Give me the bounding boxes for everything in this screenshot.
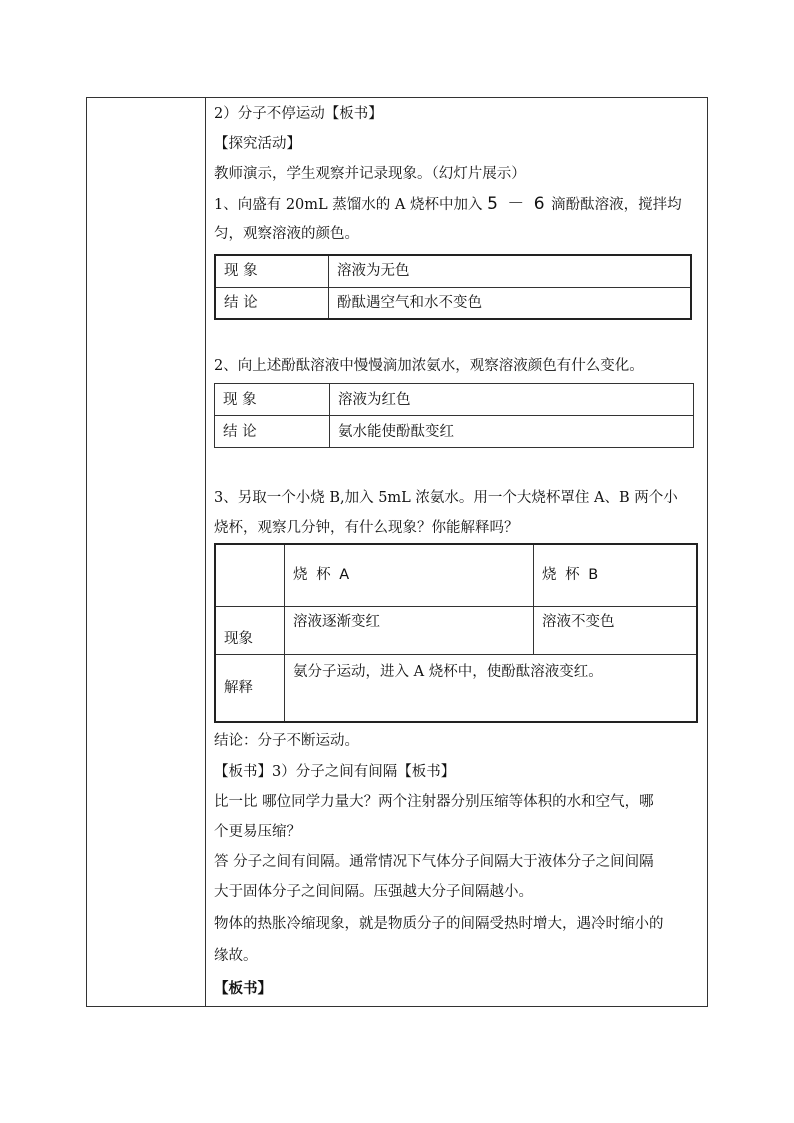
- board-label-final: 【板书】: [214, 980, 272, 997]
- step1-drop-count: 5 － 6: [487, 194, 547, 214]
- row-label: 现 象: [215, 384, 330, 416]
- beaker-comparison-table: [214, 543, 698, 723]
- row-value: 氨水能使酚酞变红: [330, 416, 694, 448]
- beaker-a-phenomenon: 溶液逐渐变红: [285, 606, 534, 654]
- explore-activity-label: 【探究活动】: [214, 136, 301, 152]
- row-label: 结 论: [215, 416, 330, 448]
- explanation-label: 解释: [215, 654, 285, 722]
- teacher-demo-text: 教师演示，学生观察并记录现象。（幻灯片展示）: [214, 166, 526, 182]
- conclusion-text: 结论：分子不断运动。: [214, 733, 359, 749]
- step3-line2: 烧杯，观察几分钟，有什么现象？你能解释吗？: [214, 520, 519, 536]
- thermal-line2: 缘故。: [214, 948, 258, 964]
- row-label: 结 论: [215, 287, 329, 319]
- answer-line2: 大于固体分子之间间隔。压强越大分子间隔越小。: [214, 884, 533, 900]
- heading-molecules-moving: 2）分子不停运动【板书】: [214, 106, 383, 122]
- table-row: [215, 255, 691, 287]
- row-value: 溶液为红色: [330, 384, 694, 416]
- row-value: 溶液为无色: [329, 255, 692, 287]
- table-row: [215, 416, 694, 448]
- step1-line1: [214, 194, 682, 215]
- step1-text-b: 滴酚酞溶液，搅拌均: [551, 197, 682, 213]
- compare-line2: 个更易压缩？: [214, 824, 301, 840]
- step3-line1: 3、另取一个小烧 B,加入 5mL 浓氨水。用一个大烧杯罩住 A、B 两个小: [214, 490, 678, 506]
- heading-molecule-gaps: 【板书】3）分子之间有间隔【板书】: [214, 764, 456, 780]
- row-value: 酚酞遇空气和水不变色: [329, 287, 692, 319]
- explanation-value: 氨分子运动，进入 A 烧杯中，使酚酞溶液变红。: [285, 654, 698, 722]
- row-label: 现 象: [215, 255, 329, 287]
- table-row: [215, 287, 691, 319]
- beaker-a-header: 烧 杯 A: [285, 544, 534, 606]
- empty-corner-cell: [215, 544, 285, 606]
- step1-line2: 匀，观察溶液的颜色。: [214, 226, 359, 242]
- table-row: [215, 654, 697, 722]
- table-row: [215, 384, 694, 416]
- beaker-b-phenomenon: 溶液不变色: [534, 606, 698, 654]
- beaker-b-header: 烧 杯 B: [534, 544, 698, 606]
- step1-result-table: [214, 254, 692, 320]
- table-row: [215, 606, 697, 654]
- compare-line1: 比一比 哪位同学力量大？两个注射器分别压缩等体积的水和空气，哪: [214, 794, 654, 810]
- table-row: [215, 544, 697, 606]
- step2-text: 2、向上述酚酞溶液中慢慢滴加浓氨水，观察溶液颜色有什么变化。: [214, 358, 644, 374]
- answer-line1: 答 分子之间有间隔。通常情况下气体分子间隔大于液体分子之间间隔: [214, 854, 654, 870]
- thermal-line1: 物体的热胀冷缩现象，就是物质分子的间隔受热时增大，遇冷时缩小的: [214, 916, 664, 932]
- column-divider: [205, 98, 206, 1006]
- phenomenon-label: 现象: [215, 606, 285, 654]
- step1-text-a: 1、向盛有 20mL 蒸馏水的 A 烧杯中加入: [214, 197, 483, 213]
- step2-result-table: [214, 383, 694, 448]
